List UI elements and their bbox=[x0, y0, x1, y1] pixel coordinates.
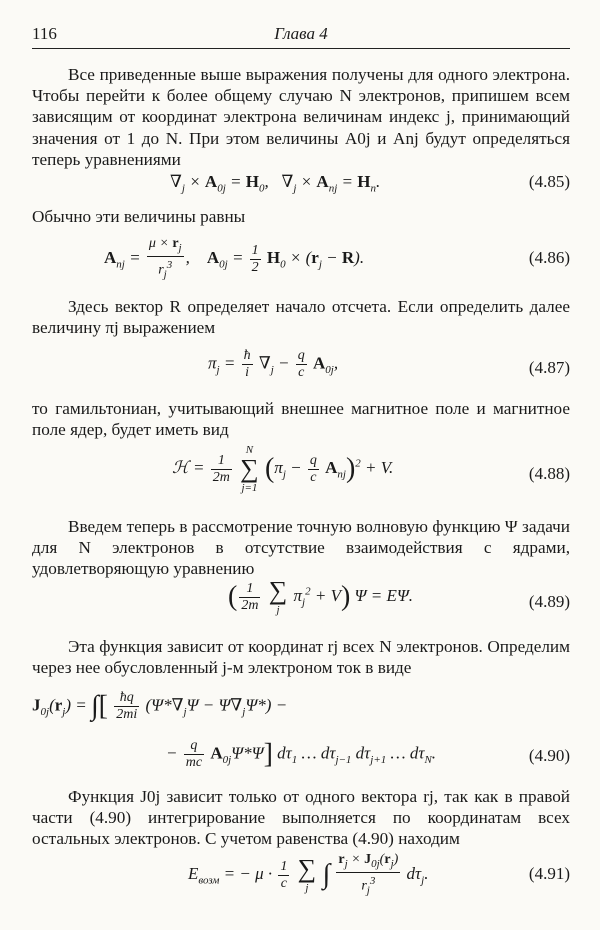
equation-number: (4.87) bbox=[528, 358, 570, 377]
equation-number: (4.89) bbox=[528, 592, 570, 611]
equation-number: (4.88) bbox=[528, 464, 570, 483]
equation-number: (4.85) bbox=[528, 172, 570, 191]
paragraph-7: Функция J0j зависит только от одного вектора rj, так как в правой части (4.90) интегрирование выполняется по координатам всех остальных электронов. С учетом равенства (4.90) находим bbox=[32, 787, 570, 849]
page-header bbox=[32, 22, 570, 49]
paragraph-3: Здесь вектор R определяет начало отсчета. Если определить далее величину πj выражением bbox=[32, 297, 570, 338]
equation-4-90-formula-line-1: $J_{0j}(r_j)$ = ∫[ $\frac{ħq}{2mi}$ $(\Psi*\nabla_j\Psi - \Psi\nabla_j\Psi*)$ − bbox=[32, 690, 288, 722]
paragraph-1: Все приведенные выше выражения получены для одного электрона. Чтобы перейти к более общему случаю N электронов, припишем всем зависящим от координат электрона величинам индекс j, принимающий значения от 1 до N. При этом величины A0j и Anj будут определяться теперь уравнениями bbox=[32, 65, 570, 169]
paragraph-5: Введем теперь в рассмотрение точную волновую функцию Ψ задачи для N электронов в отсутствие взаимодействия с ядрами, удовлетворяющую уравнению bbox=[32, 517, 570, 579]
equation-4-86-formula: $A_{nj}$ = $\frac{\mu \times r_j}{r_j^3}$ , $A_{0j}$ = $\frac{1}{2}$ $H_0 \times (r_j - R)$. bbox=[104, 236, 365, 281]
equation-4-89-formula: ( $\frac{1}{2m}$ ∑ j $\pi_j^2 + V$) Ψ = EΨ. bbox=[228, 576, 414, 616]
equation-4-85-formula: $\nabla_j \times A_{0j} = H_0$, $\nabla_j \times A_{nj} = H_n$. bbox=[170, 172, 381, 195]
paragraph-6: Эта функция зависит от координат rj всех N электронов. Определим через нее обусловленный j-м электроном ток в виде bbox=[32, 637, 570, 678]
equation-4-91-formula: $E_{возм}$ = − μ · $\frac{1}{c}$ ∑ j ∫ $\frac{r_j \times J_{0j}(r_j)}{r_j^3}$ $d\tau_j$. bbox=[188, 852, 429, 897]
page-number: 116 bbox=[32, 24, 57, 43]
paragraph-4: то гамильтониан, учитывающий внешнее магнитное поле и магнитное поле ядер, будет иметь вид bbox=[32, 399, 570, 440]
paragraph-2: Обычно эти величины равны bbox=[32, 207, 246, 226]
equation-number: (4.91) bbox=[528, 864, 570, 883]
equation-number: (4.86) bbox=[528, 248, 570, 267]
equation-4-87-formula: $\pi_j$ = $\frac{ħ}{i}$ $\nabla_j$ − $\frac{q}{c}$ $A_{0j}$, bbox=[208, 348, 339, 380]
chapter-title: Глава 4 bbox=[274, 24, 328, 43]
equation-4-88-formula: ℋ = $\frac{1}{2m}$ N ∑ j=1 ($\pi_j$ − $\frac{q}{c}$ $A_{nj})^2 + V$. bbox=[172, 444, 394, 494]
equation-4-90-formula-line-2: − $\frac{q}{mc}$ $A_{0j}\Psi*\Psi$] $d\tau_1$ … $d\tau_{j-1}$ $d\tau_{j+1}$ … $d\tau_N$. bbox=[166, 738, 437, 770]
equation-number: (4.90) bbox=[528, 746, 570, 765]
